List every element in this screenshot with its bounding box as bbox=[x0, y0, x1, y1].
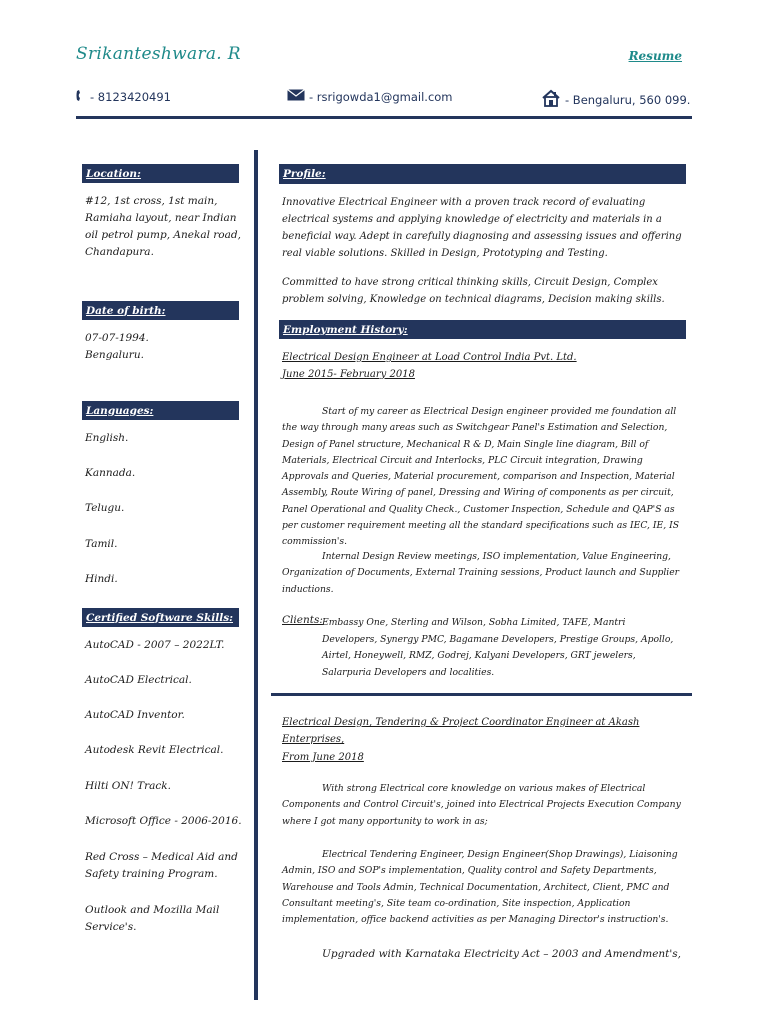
profile-paragraph: Committed to have strong critical thinking skills, Circuit Design, Complex problem solving, Knowledge on technical diagrams, Decision making skills. bbox=[282, 277, 665, 305]
job-description: Internal Design Review meetings, ISO implementation, Value Engineering, Organization of Documents, External Training sessions, Product launch and Supplier inductions. bbox=[282, 551, 680, 595]
contact-address bbox=[541, 89, 690, 110]
employment-header: Employment History: bbox=[279, 320, 686, 339]
profile-header: Profile: bbox=[279, 164, 686, 184]
location-text: #12, 1st cross, 1st main, Ramiaha layout, near Indian oil petrol pump, Anekal road, Chandapura. bbox=[85, 195, 241, 258]
job-dates: June 2015- February 2018 bbox=[282, 369, 415, 380]
address-text: - Bengaluru, 560 099. bbox=[565, 92, 691, 107]
phone-number: - 8123420491 bbox=[90, 90, 171, 104]
skill-item: AutoCAD Inventor. bbox=[85, 709, 185, 721]
dob-text: 07-07-1994. Bengaluru. bbox=[85, 332, 149, 361]
language-item: English. bbox=[85, 432, 129, 444]
phone-icon bbox=[76, 89, 86, 105]
languages-header: Languages: bbox=[82, 401, 239, 420]
job-title: Electrical Design, Tendering & Project Coordinator Engineer at Akash Enterprises, bbox=[282, 717, 640, 745]
dob-header: Date of birth: bbox=[82, 301, 239, 320]
skills-header: Certified Software Skills: bbox=[82, 608, 239, 627]
language-item: Tamil. bbox=[85, 538, 118, 550]
language-item: Hindi. bbox=[85, 573, 118, 585]
skill-item: Autodesk Revit Electrical. bbox=[85, 744, 224, 756]
job-description: Electrical Tendering Engineer, Design Engineer(Shop Drawings), Liaisoning Admin, ISO and SOP's implementation, Quality control and Safety Departments, Warehouse and Tools Admin, Technical Documentation, Architect, Client, PMC and Consultant meeting's, Site team co-ordination, Site inspection, Application implementation, office backend activities as per Managing Director's instruction's. bbox=[282, 849, 678, 926]
skill-item: Outlook and Mozilla Mail Service's. bbox=[85, 904, 220, 933]
candidate-name: Srikanteshwara. R bbox=[76, 44, 241, 64]
skill-item: Microsoft Office - 2006-2016. bbox=[85, 815, 242, 827]
clients-label: Clients: bbox=[282, 614, 323, 626]
clients-list: Embassy One, Sterling and Wilson, Sobha Limited, TAFE, Mantri Developers, Synergy PMC, Bagamane Developers, Prestige Groups, Apollo, Airtel, Honeywell, RMZ, Godrej, Kalyani Developers, GRT jewelers, Salarpuria Developers and localities. bbox=[322, 617, 674, 678]
column-divider bbox=[254, 150, 258, 1000]
location-header: Location: bbox=[82, 164, 239, 183]
skill-item: Hilti ON! Track. bbox=[85, 780, 172, 792]
section-divider bbox=[271, 693, 692, 696]
contact-email bbox=[287, 89, 453, 104]
job-description: With strong Electrical core knowledge on various makes of Electrical Components and Control Circuit's, joined into Electrical Projects Execution Company where I got many opportunity to work in as; bbox=[282, 783, 681, 827]
job-dates: From June 2018 bbox=[282, 752, 364, 763]
language-item: Kannada. bbox=[85, 467, 136, 479]
job-description: Start of my career as Electrical Design engineer provided me foundation all the way through many areas such as Switchgear Panel's Estimation and Selection, Design of Panel structure, Mechanical R & D, Main Single line diagram, Bill of Materials, Electrical Circuit and Interlocks, PLC Circuit integration, Drawing Approvals and Queries, Material procurement, comparison and Inspection, Material Assembly, Route Wiring of panel, Dressing and Wiring of components as per circuit, Panel Operational and Quality Check., Customer Inspection, Schedule and QAP'S as per customer requirement meeting all the standard specifications such as IEC, IE, IS commission's. bbox=[282, 406, 679, 548]
header-divider bbox=[76, 116, 692, 119]
contact-phone bbox=[76, 89, 171, 105]
envelope-icon bbox=[287, 89, 305, 104]
job-title: Electrical Design Engineer at Load Control India Pvt. Ltd. bbox=[282, 352, 577, 363]
profile-paragraph: Innovative Electrical Engineer with a proven track record of evaluating electrical systems and applying knowledge of electricity and materials in a beneficial way. Adept in carefully diagnosing and assessing issues and offering real viable solutions. Skilled in Design, Prototyping and Testing. bbox=[282, 197, 682, 259]
skill-item: AutoCAD - 2007 – 2022LT. bbox=[85, 639, 225, 651]
language-item: Telugu. bbox=[85, 502, 125, 514]
house-icon bbox=[541, 89, 561, 110]
skill-item: AutoCAD Electrical. bbox=[85, 674, 192, 686]
email-address: - rsrigowda1@gmail.com bbox=[309, 89, 453, 104]
skill-item: Red Cross – Medical Aid and Safety training Program. bbox=[85, 851, 238, 880]
job-description: Upgraded with Karnataka Electricity Act – 2003 and Amendment's, bbox=[322, 948, 682, 960]
resume-label: Resume bbox=[628, 49, 682, 63]
